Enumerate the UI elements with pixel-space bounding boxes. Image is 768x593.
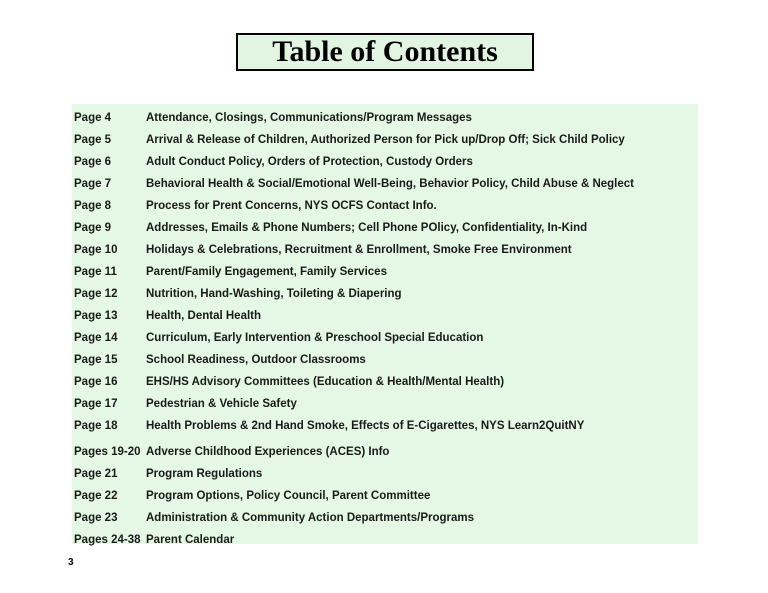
- toc-row: [72, 393, 698, 415]
- toc-topics: EHS/HS Advisory Committees (Education & Health/Mental Health): [146, 376, 505, 388]
- toc-row: [72, 327, 698, 349]
- toc-page: Page 16: [74, 376, 118, 388]
- toc-topics: Holidays & Celebrations, Recruitment & Enrollment, Smoke Free Environment: [146, 244, 572, 256]
- toc-page: Page 8: [74, 200, 112, 212]
- toc-page: Page 12: [74, 288, 118, 300]
- toc-row: [72, 151, 698, 173]
- toc-page: Page 15: [74, 354, 118, 366]
- toc-page: Page 10: [74, 244, 118, 256]
- toc-row: [72, 239, 698, 261]
- toc-page: Pages 24-38: [74, 534, 141, 546]
- table-of-contents: [72, 104, 698, 544]
- toc-topics: Adult Conduct Policy, Orders of Protection, Custody Orders: [146, 156, 473, 168]
- toc-topics: Program Regulations: [146, 468, 263, 480]
- toc-page: Page 21: [74, 468, 118, 480]
- toc-topics: Program Options, Policy Council, Parent Committee: [146, 490, 431, 502]
- toc-topics: Adverse Childhood Experiences (ACES) Info: [146, 446, 390, 458]
- toc-row: [72, 507, 698, 529]
- toc-row: [72, 107, 698, 129]
- toc-page: Page 6: [74, 156, 112, 168]
- toc-page: Page 14: [74, 332, 118, 344]
- toc-row: [72, 463, 698, 485]
- toc-row: [72, 441, 698, 463]
- toc-page: Page 5: [74, 134, 112, 146]
- toc-row: [72, 195, 698, 217]
- toc-row: [72, 305, 698, 327]
- toc-topics: Arrival & Release of Children, Authorized Person for Pick up/Drop Off; Sick Child Policy: [146, 134, 625, 146]
- toc-row: [72, 217, 698, 239]
- toc-page: Page 9: [74, 222, 112, 234]
- toc-topics: School Readiness, Outdoor Classrooms: [146, 354, 366, 366]
- toc-page: Page 22: [74, 490, 118, 502]
- toc-row: [72, 371, 698, 393]
- toc-topics: Parent/Family Engagement, Family Services: [146, 266, 387, 278]
- toc-topics: Parent Calendar: [146, 534, 235, 546]
- toc-topics: Attendance, Closings, Communications/Program Messages: [146, 112, 472, 124]
- toc-page: Page 17: [74, 398, 118, 410]
- toc-page: Page 18: [74, 420, 118, 432]
- toc-row: [72, 529, 698, 551]
- toc-topics: Administration & Community Action Departments/Programs: [146, 512, 475, 524]
- toc-topics: Pedestrian & Vehicle Safety: [146, 398, 297, 410]
- toc-row: [72, 173, 698, 195]
- toc-topics: Behavioral Health & Social/Emotional Well-Being, Behavior Policy, Child Abuse & Neglect: [146, 178, 635, 190]
- toc-row: [72, 349, 698, 371]
- toc-page: Pages 19-20: [74, 446, 141, 458]
- toc-page: Page 4: [74, 112, 112, 124]
- toc-topics: Addresses, Emails & Phone Numbers; Cell Phone POlicy, Confidentiality, In-Kind: [146, 222, 588, 234]
- page-number: 3: [68, 557, 74, 568]
- toc-row: [72, 485, 698, 507]
- toc-topics: Process for Prent Concerns, NYS OCFS Contact Info.: [146, 200, 437, 212]
- toc-row: [72, 283, 698, 305]
- toc-page: Page 7: [74, 178, 112, 190]
- toc-topics: Health Problems & 2nd Hand Smoke, Effects of E-Cigarettes, NYS Learn2QuitNY: [146, 420, 585, 432]
- toc-page: Page 23: [74, 512, 118, 524]
- toc-row: [72, 129, 698, 151]
- toc-topics: Nutrition, Hand-Washing, Toileting & Diapering: [146, 288, 402, 300]
- toc-row: [72, 261, 698, 283]
- toc-page: Page 11: [74, 266, 117, 278]
- toc-topics: Curriculum, Early Intervention & Preschool Special Education: [146, 332, 484, 344]
- page-title: Table of Contents: [272, 35, 498, 68]
- title-box: [236, 33, 534, 71]
- toc-row: [72, 415, 698, 437]
- toc-topics: Health, Dental Health: [146, 310, 262, 322]
- toc-page: Page 13: [74, 310, 118, 322]
